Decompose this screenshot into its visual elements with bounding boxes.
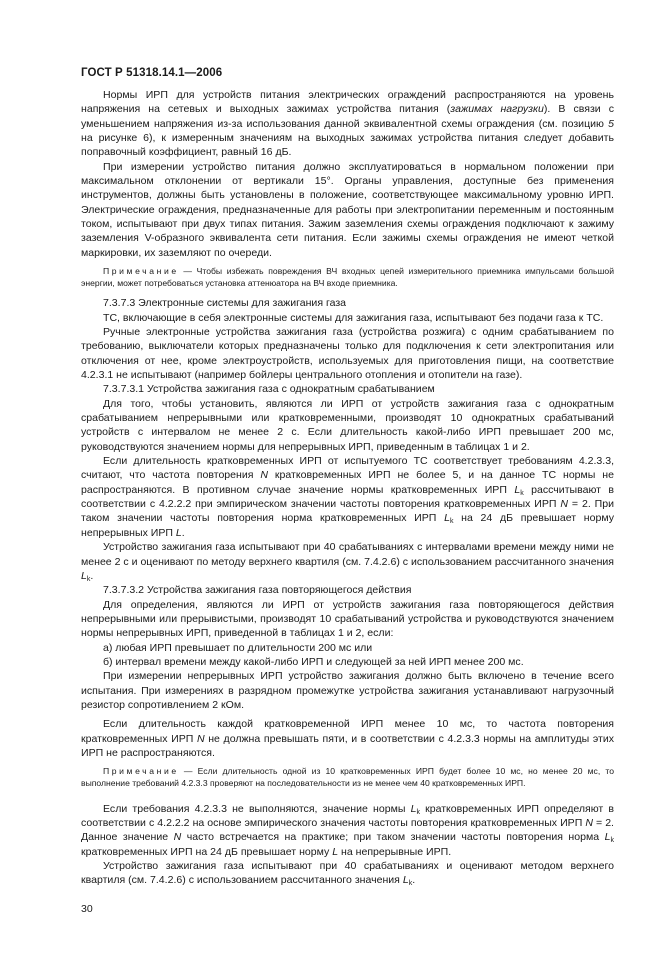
text-run: При измерении устройство питания должно эксплуатироваться в нормальном положении при максимальном отклонении от вертикали 15°. Органы управления, доступные без применения инструментов, должны быть установлены в положение, соответствующее максимальному уровню ИРП. Электрические ограждения, предназначенные для работы при электропитании переменным и постоянным током, испытывают при двух типах питания. Зажим заземления схемы ограждения подключают к зажиму заземления V-образного эквивалента сети питания. Если зажимы схемы ограждения не имеют четкой маркировки, их заземляют по очереди. bbox=[81, 160, 614, 259]
text-run: N bbox=[560, 498, 569, 511]
list-item bbox=[81, 655, 614, 669]
paragraph bbox=[81, 540, 614, 583]
text-run: . bbox=[412, 874, 416, 887]
text-run: . bbox=[181, 526, 185, 539]
text-run: L bbox=[514, 483, 521, 496]
text-run: L bbox=[175, 526, 182, 539]
text-run: на рисунке 6), к измеренным значениям на выходных зажимах устройства питания следует добавить поправочный коэффициент, равный 16 дБ. bbox=[81, 132, 614, 159]
subscript: k bbox=[416, 808, 420, 816]
text-run: на непрерывные ИРП. bbox=[338, 845, 452, 858]
paragraph bbox=[81, 802, 614, 859]
text-run: N bbox=[196, 732, 205, 745]
text-run: N bbox=[585, 816, 593, 829]
paragraph bbox=[81, 859, 614, 888]
subscript: k bbox=[86, 575, 91, 583]
paragraph bbox=[81, 397, 614, 454]
subscript: k bbox=[408, 880, 413, 888]
text-run: Если длительность кратковременных ИРП от испытуемого ТС соответствует требованиям 4.2.3.3, считают, что частота повторения bbox=[81, 455, 614, 482]
section-heading bbox=[81, 382, 614, 396]
document-header: ГОСТ Р 51318.14.1—2006 bbox=[81, 67, 223, 79]
text-run: = 2. Данное значение bbox=[81, 816, 614, 844]
text-run: L bbox=[444, 512, 450, 525]
paragraph bbox=[81, 88, 614, 160]
text-run: 7.3.7.3.2 Устройства зажигания газа повторяющегося действия bbox=[103, 584, 412, 597]
text-run: При измерении непрерывных ИРП устройство зажигания должно быть включено в течение всего испытания. При измерениях в разрядном промежутке устройства зажигания устанавливают нагрузочный резистор сопротивлением 2 кОм. bbox=[81, 670, 614, 711]
text-run: Ручные электронные устройства зажигания газа (устройства розжига) с одним срабатыванием по требованию, выключатели которых предназначены только для подключения к сети электропитания или отключения от нее, кроме электроустройств, используемых для приготовления пищи, на соответствие 4.2.3.1 не испытывают (например бойлеры центрального отопления и отопители на газе). bbox=[81, 326, 614, 382]
paragraph bbox=[81, 669, 614, 712]
page-number: 30 bbox=[81, 902, 93, 915]
text-run: L bbox=[402, 874, 409, 887]
text-run: не должна превышать пяти, и в соответствии с 4.2.3.3 нормы на амплитуды этих ИРП не распространяются. bbox=[81, 732, 614, 759]
text-run: = 2. При таком значении частоты повторения норма кратковременных ИРП bbox=[81, 498, 614, 525]
section-heading bbox=[81, 583, 614, 597]
text-run: 7.3.7.3.1 Устройства зажигания газа с однократным срабатыванием bbox=[103, 383, 435, 396]
text-run: . bbox=[90, 569, 94, 582]
text-run: кратковременных ИРП определяют в соответствии с 4.2.2.2 на основе эмпирического значения частоты повторения кратковременных ИРП bbox=[81, 802, 615, 829]
text-run: Если требования 4.2.3.3 не выполняются, значение нормы bbox=[103, 802, 411, 815]
section-heading bbox=[81, 296, 614, 310]
paragraph bbox=[81, 160, 614, 260]
text-run: зажимах нагрузки bbox=[450, 103, 544, 116]
text-run: L bbox=[410, 802, 417, 815]
text-run: ТС, включающие в себя электронные системы для зажигания газа, испытывают без подачи газа к ТС. bbox=[103, 311, 604, 324]
text-run: кратковременных ИРП на 24 дБ превышает норму bbox=[81, 845, 333, 858]
paragraph bbox=[81, 325, 614, 382]
text-run: Если длительность каждой кратковременной ИРП менее 10 мс, то частота повторения кратковременных ИРП bbox=[81, 718, 614, 745]
text-run: рассчитывают в соответствии с 4.2.2.2 при эмпирическом значении частоты повторения кратковременных ИРП bbox=[81, 483, 615, 511]
paragraph bbox=[81, 454, 614, 540]
subscript: k bbox=[520, 489, 524, 497]
list-item bbox=[81, 641, 614, 655]
note-label: Примечание bbox=[103, 266, 179, 277]
text-run: N bbox=[260, 469, 269, 482]
text-run: Для того, чтобы установить, являются ли ИРП от устройств зажигания газа с однократным срабатыванием непрерывными или кратковременными, производят 10 однократных срабатываний устройств с интервалом не менее 2 с. Если длительность какой-либо ИРП превышает 200 мс, руководствуются значением нормы для непрерывных ИРП, приведенным в таблицах 1 и 2. bbox=[81, 397, 614, 453]
text-run: L bbox=[604, 831, 611, 844]
text-run: часто встречается на практике; при таком значении частоты повторения норма bbox=[181, 831, 605, 844]
document-body bbox=[81, 88, 614, 888]
note-label: Примечание bbox=[103, 766, 179, 777]
text-run: — Чтобы избежать повреждения ВЧ входных цепей измерительного приемника импульсами большой энергии, может потребоваться установка аттенюатора на ВЧ входе приемника. bbox=[81, 266, 614, 288]
text-run: L bbox=[81, 569, 87, 582]
text-run: кратковременных ИРП не более 5, и на данное ТС нормы не распространяются. В противном случае значение нормы кратковременных ИРП bbox=[81, 469, 614, 496]
paragraph bbox=[81, 311, 614, 325]
text-run: а) любая ИРП превышает по длительности 200 мс или bbox=[103, 641, 373, 654]
text-run: б) интервал времени между какой-либо ИРП и следующей за ней ИРП менее 200 мс. bbox=[103, 655, 524, 668]
text-run: 5 bbox=[608, 117, 614, 130]
text-run: Устройство зажигания газа испытывают при 40 срабатываниях и оценивают методом верхнего квартиля (см. 7.4.2.6) с использованием рассчитанного значения bbox=[81, 859, 614, 887]
text-run: ). В связи с уменьшением напряжения из-за использования данной эквивалентной схемы ограждения (см. позицию bbox=[81, 103, 614, 130]
note bbox=[81, 266, 614, 289]
subscript: k bbox=[610, 837, 614, 845]
text-run: N bbox=[173, 831, 182, 844]
note bbox=[81, 766, 614, 789]
paragraph bbox=[81, 717, 614, 760]
text-run: L bbox=[332, 845, 339, 858]
text-run: — Если длительность одной из 10 кратковременных ИРП будет более 10 мс, но менее 20 мс, то выполнение требований 4.2.3.3 проверяют на последовательности из не менее чем 40 кратковременных ИРП. bbox=[81, 766, 614, 788]
subscript: k bbox=[449, 518, 454, 526]
text-run: Устройство зажигания газа испытывают при 40 срабатываниях с интервалами времени между ними не менее 2 с и оценивают по методу верхнего квартиля (см. 7.4.2.6) с использованием рассчитанного значения bbox=[81, 541, 614, 568]
text-run: Для определения, являются ли ИРП от устройств зажигания газа повторяющегося действия непрерывными или прерывистыми, производят 10 срабатываний устройства и руководствуются значением нормы непрерывных ИРП, приведенной в таблицах 1 и 2, если: bbox=[81, 598, 614, 640]
paragraph bbox=[81, 598, 614, 641]
text-run: 7.3.7.3 Электронные системы для зажигания газа bbox=[103, 297, 347, 310]
text-run: Нормы ИРП для устройств питания электрических ограждений распространяются на уровень напряжения на сетевых и выходных зажимах устройства питания ( bbox=[81, 89, 614, 116]
text-run: на 24 дБ превышает норму непрерывных ИРП bbox=[81, 512, 614, 539]
